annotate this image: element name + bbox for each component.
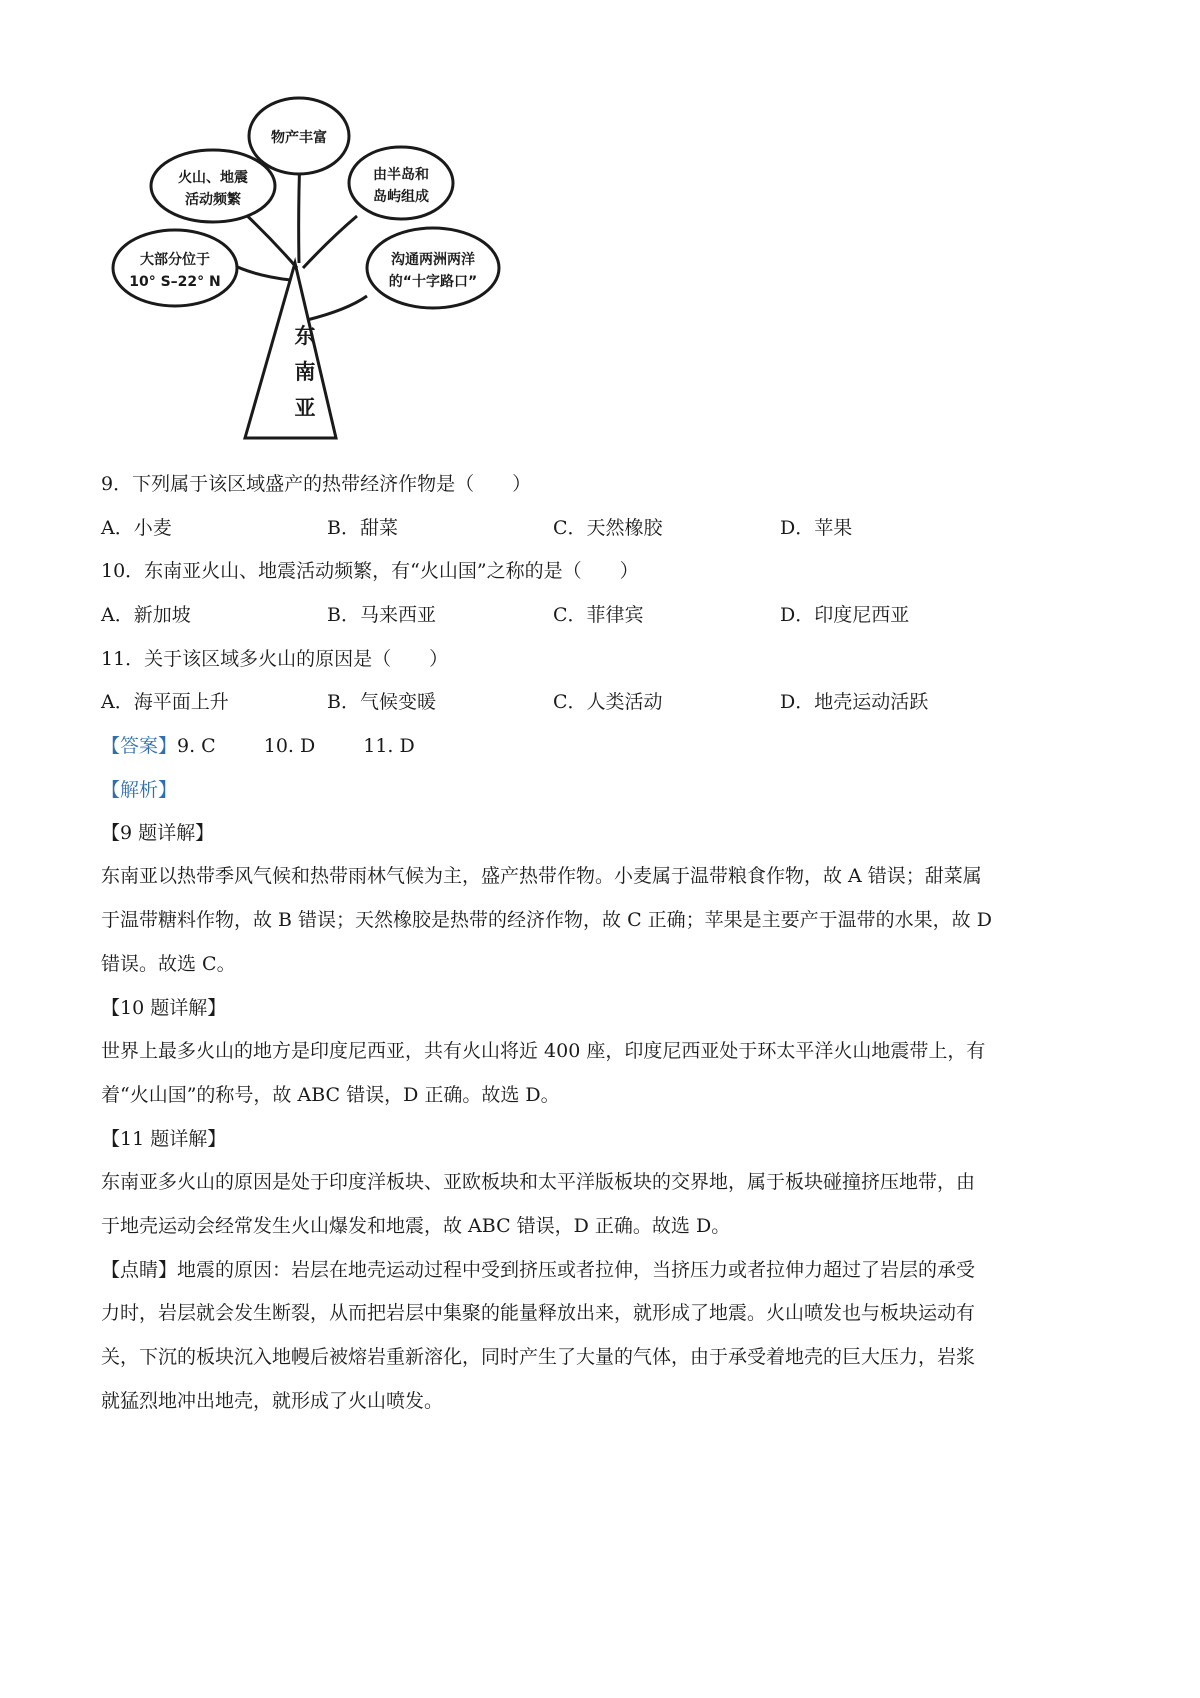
detail-11-line-1: 东南亚多火山的原因是处于印度洋板块、亚欧板块和太平洋版板块的交界地，属于板块碰撞挤压地带，由 — [101, 1171, 976, 1193]
note-line-3: 关，下沉的板块沉入地幔后被熔岩重新溶化，同时产生了大量的气体，由于承受着地壳的巨大压力，岩浆 — [101, 1346, 976, 1368]
detail-10-heading: 【10 题详解】 — [101, 997, 227, 1019]
bubble-latitude-line2: 10° S–22° N — [129, 274, 221, 290]
detail-10-line-2: 着“火山国”的称号，故 ABC 错误，D 正确。故选 D。 — [101, 1084, 560, 1106]
question-10-option-b: B．马来西亚 — [327, 604, 436, 626]
answer-label: 【答案】 — [101, 735, 178, 757]
question-11-option-c: C．人类活动 — [553, 691, 663, 713]
trunk-char-2: 南 — [294, 360, 316, 384]
tree-diagram-svg — [95, 88, 525, 448]
question-9-option-c: C．天然橡胶 — [553, 517, 663, 539]
question-11-option-d: D．地壳运动活跃 — [780, 691, 929, 713]
question-10-option-c: C．菲律宾 — [553, 604, 644, 626]
note-label: 【点睛】 — [101, 1259, 178, 1281]
question-9-option-b: B．甜菜 — [327, 517, 398, 539]
question-11-option-b: B．气候变暖 — [327, 691, 436, 713]
note-line-4: 就猛烈地冲出地壳，就形成了火山喷发。 — [101, 1390, 444, 1412]
question-9-option-a: A．小麦 — [101, 517, 172, 539]
note-line-1 — [101, 1256, 975, 1284]
question-9-option-d: D．苹果 — [780, 517, 853, 539]
question-10-stem: 10．东南亚火山、地震活动频繁，有“火山国”之称的是（ ） — [101, 560, 639, 582]
question-11-stem: 11．关于该区域多火山的原因是（ ） — [101, 648, 449, 670]
detail-9-line-1: 东南亚以热带季风气候和热带雨林气候为主，盛产热带作物。小麦属于温带粮食作物，故 A 错误；甜菜属 — [101, 865, 982, 887]
detail-9-line-2: 于温带糖料作物，故 B 错误；天然橡胶是热带的经济作物，故 C 正确；苹果是主要产于温带的水果，故 D — [101, 909, 992, 931]
question-9-stem: 9．下列属于该区域盛产的热带经济作物是（ ） — [101, 473, 532, 495]
southeast-asia-tree-diagram — [95, 88, 525, 448]
bubble-volcano-line1: 火山、地震 — [178, 170, 248, 186]
note-text-1: 地震的原因：岩层在地壳运动过程中受到挤压或者拉伸，当挤压力或者拉伸力超过了岩层的承受 — [177, 1259, 976, 1281]
bubble-crossroads-line1: 沟通两洲两洋 — [391, 252, 475, 268]
analysis-label: 【解析】 — [101, 779, 178, 801]
bubble-volcano-line2: 活动频繁 — [185, 192, 241, 208]
answer-line — [101, 732, 415, 760]
question-11-option-a: A．海平面上升 — [101, 691, 229, 713]
detail-11-heading: 【11 题详解】 — [101, 1128, 227, 1150]
bubble-products: 物产丰富 — [271, 130, 327, 146]
bubble-crossroads-line2: 的“十字路口” — [388, 274, 478, 290]
trunk-char-3: 亚 — [294, 396, 316, 420]
answer-11: 11. D — [363, 735, 415, 757]
detail-11-line-2: 于地壳运动会经常发生火山爆发和地震，故 ABC 错误，D 正确。故选 D。 — [101, 1215, 731, 1237]
trunk-char-1: 东 — [294, 324, 316, 348]
detail-9-heading: 【9 题详解】 — [101, 822, 215, 844]
question-10-option-a: A．新加坡 — [101, 604, 191, 626]
bubble-peninsula-line1: 由半岛和 — [373, 167, 429, 183]
answer-9: 9. C — [177, 735, 216, 757]
bubble-latitude-line1: 大部分位于 — [140, 252, 210, 268]
answer-10: 10. D — [263, 735, 316, 757]
detail-10-line-1: 世界上最多火山的地方是印度尼西亚，共有火山将近 400 座，印度尼西亚处于环太平洋火山地震带上，有 — [101, 1040, 986, 1062]
detail-9-line-3: 错误。故选 C。 — [101, 953, 236, 975]
bubble-peninsula-line2: 岛屿组成 — [373, 189, 429, 205]
question-10-option-d: D．印度尼西亚 — [780, 604, 910, 626]
note-line-2: 力时，岩层就会发生断裂，从而把岩层中集聚的能量释放出来，就形成了地震。火山喷发也与板块运动有 — [101, 1302, 976, 1324]
